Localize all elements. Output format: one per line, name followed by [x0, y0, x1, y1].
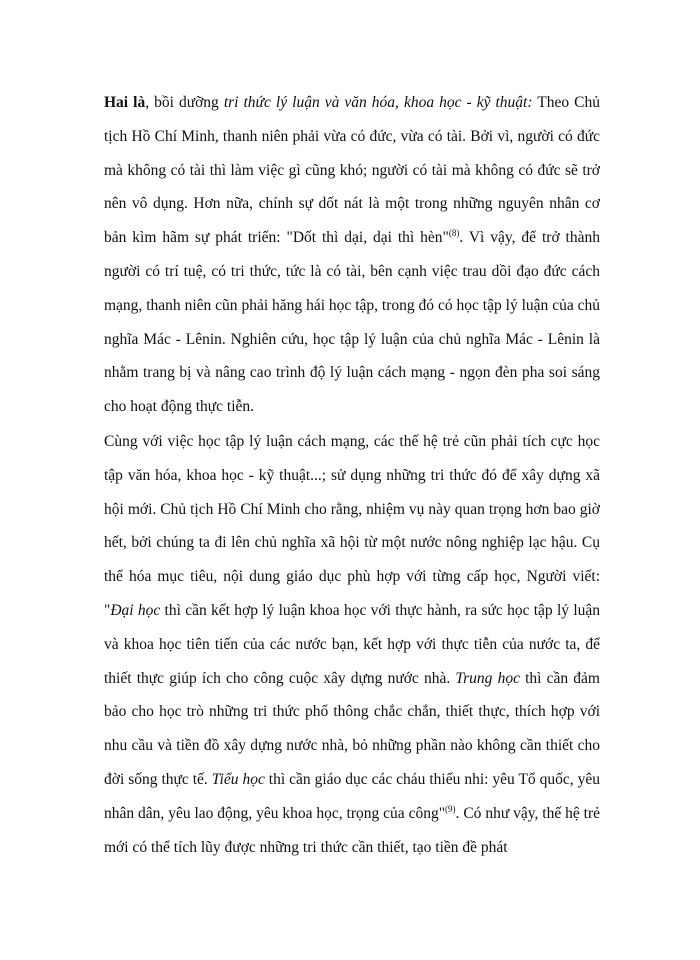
footnote-ref-9: (9) — [445, 803, 456, 814]
paragraph-text — [104, 86, 600, 424]
section-lead: Hai là — [104, 94, 146, 111]
text-run: Cùng với việc học tập lý luận cách mạng, các thế hệ trẻ cũn phải tích cực học tập văn hóa, khoa học - kỹ thuật...; sử dụng những tri thức đó để xây dựng xã hội mới. Chủ tịch Hồ Chí Minh cho rằng, nhiệm vụ này quan trọng hơn bao giờ hết, bởi chúng ta đi lên chủ nghĩa xã hội từ một nước nông nghiệp lạc hậu. Cụ thể hóa mục tiêu, nội dung giáo dục phù hợp với từng cấp học, Người viết: " — [104, 433, 600, 619]
paragraph-knowledge — [104, 86, 600, 424]
text-run: thì cần đảm bảo cho học trò những tri thức phổ thông chắc chắn, thiết thực, thích hợp với nhu cầu và tiền đồ xây dựng nước nhà, bỏ những phần nào không cần thiết cho đời sống thực tế. — [104, 669, 600, 788]
paragraph-culture-science — [104, 425, 600, 864]
emphasis-primary: Tiểu học — [211, 770, 265, 788]
text-run: . Có như vậy, thế hệ trẻ mới có thể tích lũy được những tri thức cần thiết, tạo tiền đề phát — [104, 804, 600, 856]
text-run: . Vì vậy, để trở thành người có trí tuệ, có tri thức, tức là có tài, bên cạnh việc trau dồi đạo đức cách mạng, thanh niên cũn phải hăng hái học tập, trong đó có học tập lý luận của chủ nghĩa Mác - Lênin. Nghiên cứu, học tập lý luận của chủ nghĩa Mác - Lênin là nhằm trang bị và nâng cao trình độ lý luận cách mạng - ngọn đèn pha soi sáng cho hoạt động thực tiễn. — [104, 229, 600, 416]
emphasis-secondary: Trung học — [455, 669, 520, 687]
paragraph-text — [104, 425, 600, 864]
footnote-ref-8: (8) — [448, 228, 460, 239]
text-run: Theo Chủ tịch Hồ Chí Minh, thanh niên phải vừa có đức, vừa có tài. Bởi vì, người có đức mà không có tài thì làm việc gì cũng khó; người có tài mà không có đức sẽ trở nên vô dụng. Hơn nữa, chính sự dốt nát là một trong những nguyên nhân cơ bản kìm hãm sự phát triển: "Dốt thì dại, dại thì hèn" — [104, 94, 600, 247]
text-run: , bồi dưỡng — [145, 94, 224, 111]
text-run: thì cần kết hợp lý luận khoa học với thực hành, ra sức học tập lý luận và khoa học tiên tiến của các nước bạn, kết hợp với thực tiễn của nước ta, để thiết thực giúp ích cho công cuộc xây dựng nước nhà. — [104, 601, 601, 687]
emphasis-text: tri thức lý luận và văn hóa, khoa học - kỹ thuật: — [223, 94, 533, 111]
text-run: thì cần giáo dục các cháu thiếu nhi: yêu Tổ quốc, yêu nhân dân, yêu lao động, yêu khoa học, trọng của công" — [104, 770, 600, 822]
emphasis-university: Đại học — [110, 601, 161, 619]
